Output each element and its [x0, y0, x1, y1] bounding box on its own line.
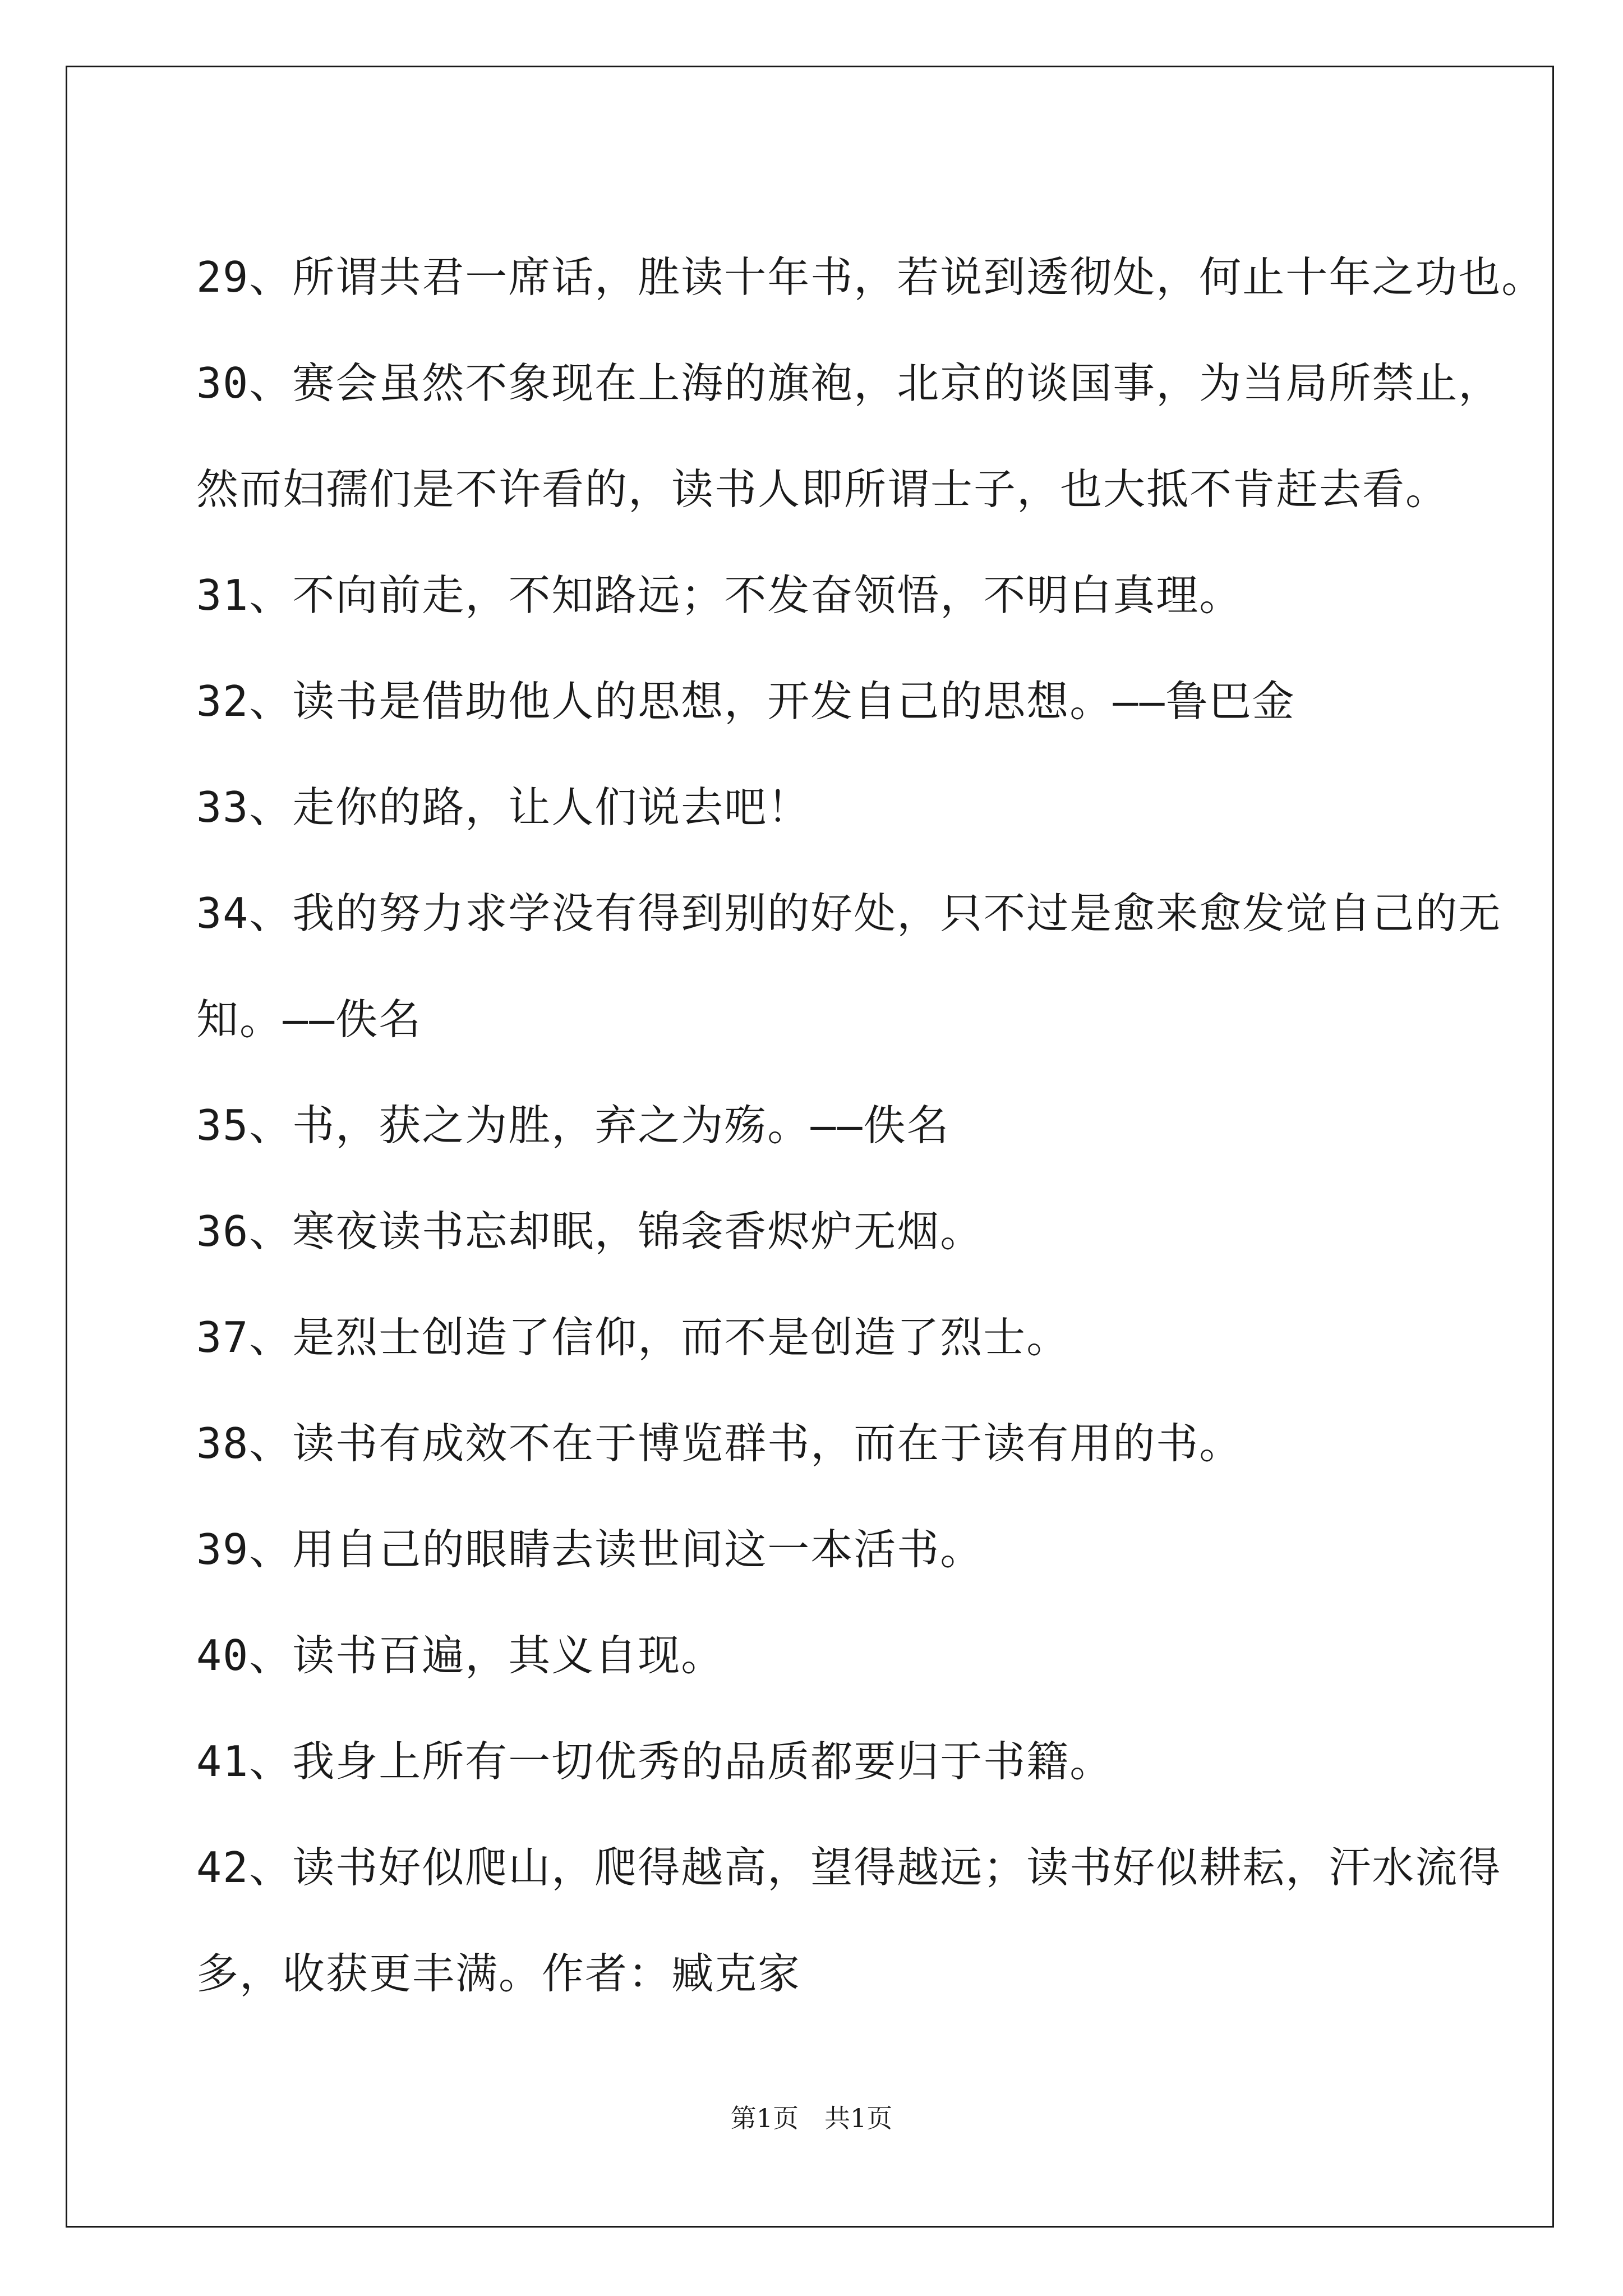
text-line: 39、用自己的眼睛去读世间这一本活书。 [196, 1525, 984, 1574]
text-line: 31、不向前走，不知路远；不发奋领悟，不明白真理。 [196, 570, 1243, 620]
text-line: 36、寒夜读书忘却眠，锦衾香烬炉无烟。 [196, 1207, 984, 1256]
text-line: 多，收获更丰满。作者：臧克家 [196, 1949, 801, 1998]
document-body [196, 224, 1545, 2027]
text-line: 35、书，获之为胜，弃之为殇。——佚名 [196, 1101, 950, 1150]
text-line: 33、走你的路，让人们说去吧！ [196, 783, 811, 832]
text-line: 然而妇孺们是不许看的，读书人即所谓士子，也大抵不肯赶去看。 [196, 464, 1449, 514]
text-line: 32、读书是借助他人的思想，开发自己的思想。——鲁巴金 [196, 677, 1295, 726]
page-number-footer: 第1页 共1页 [730, 2103, 893, 2133]
text-line: 42、读书好似爬山，爬得越高，望得越远；读书好似耕耘，汗水流得 [196, 1843, 1502, 1892]
text-line: 40、读书百遍，其义自现。 [196, 1631, 725, 1680]
text-line: 30、赛会虽然不象现在上海的旗袍，北京的谈国事，为当局所禁止， [196, 358, 1502, 408]
text-line: 41、我身上所有一切优秀的品质都要归于书籍。 [196, 1737, 1113, 1786]
text-line: 知。——佚名 [196, 995, 422, 1044]
text-line: 29、所谓共君一席话，胜读十年书，若说到透彻处，何止十年之功也。 [196, 252, 1545, 302]
text-line: 34、我的努力求学没有得到别的好处，只不过是愈来愈发觉自己的无 [196, 889, 1502, 938]
text-line: 37、是烈士创造了信仰，而不是创造了烈士。 [196, 1313, 1070, 1362]
text-line: 38、读书有成效不在于博览群书，而在于读有用的书。 [196, 1419, 1243, 1468]
